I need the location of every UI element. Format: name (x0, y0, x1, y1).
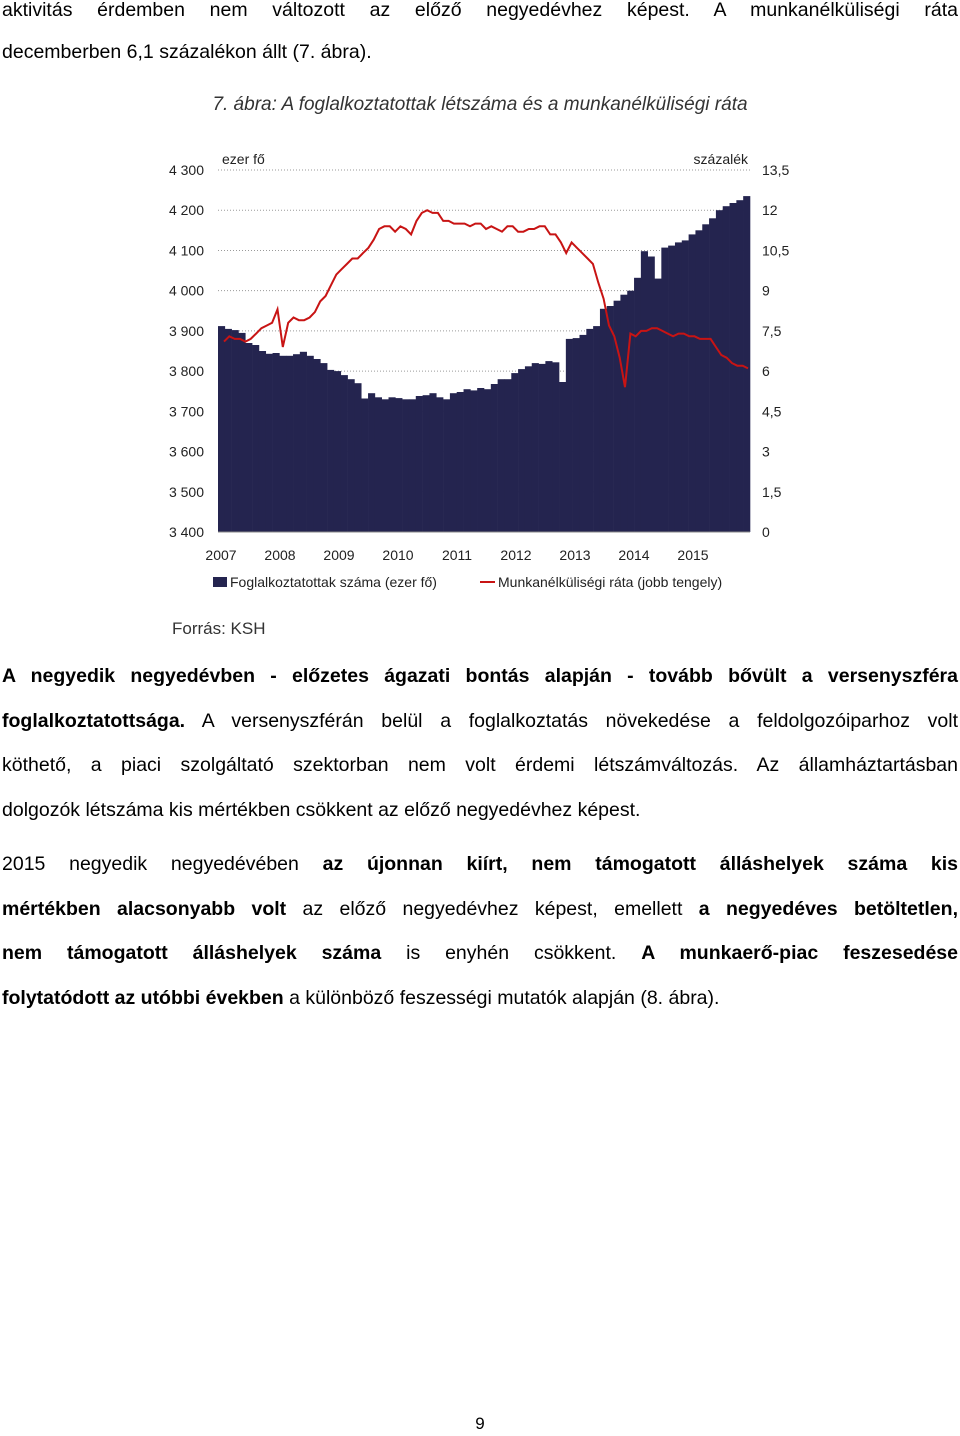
employment-bar (498, 379, 505, 532)
employment-bar (504, 379, 511, 532)
employment-bar (320, 363, 327, 532)
employment-bar (423, 395, 430, 532)
left-axis-tick-label: 3 700 (168, 403, 204, 420)
employment-bar (607, 306, 614, 532)
right-axis-tick-label: 6 (762, 363, 770, 380)
employment-bar (238, 333, 245, 532)
employment-bar (730, 203, 737, 532)
legend-bars-swatch (213, 577, 227, 587)
employment-bar (259, 351, 266, 532)
page-number: 9 (475, 1414, 485, 1433)
employment-bar (436, 397, 443, 532)
employment-bar (695, 230, 702, 532)
employment-bar (375, 397, 382, 532)
employment-bar (279, 356, 286, 532)
employment-bar (511, 373, 518, 532)
x-axis-tick-label: 2012 (500, 547, 532, 563)
p2-l4-bold: folytatódott az utóbbi években (2, 986, 284, 1009)
employment-bar (334, 371, 341, 532)
employment-bar (470, 390, 477, 532)
employment-bar (464, 389, 471, 532)
employment-bar (273, 353, 280, 532)
p2-l3-bold-2: A munkaerő-piac feszesedése (641, 942, 958, 964)
right-axis-unit: százalék (693, 151, 748, 167)
left-axis-tick-label: 3 900 (168, 322, 204, 339)
employment-bar (361, 399, 368, 533)
figure-caption: 7. ábra: A foglalkoztatottak létszáma és a munkanélküliségi ráta (212, 94, 748, 115)
employment-bar (491, 384, 498, 532)
p1-line-3: köthető, a piaci szolgáltató szektorban nem volt érdemi létszámváltozás. Az államháztartásban (2, 754, 958, 776)
p2-l2-text: az előző negyedévhez képest, emellett (286, 897, 699, 920)
p1-line-1 (2, 654, 958, 699)
employment-bar (382, 399, 389, 532)
employment-bar (348, 379, 355, 532)
employment-bar (723, 206, 730, 532)
right-axis-tick-label: 4,5 (762, 403, 782, 420)
employment-bar (620, 295, 627, 532)
p2-line-4 (2, 976, 958, 1021)
employment-bar (518, 369, 525, 532)
x-axis-tick-label: 2014 (618, 547, 650, 563)
employment-bar (648, 257, 655, 533)
employment-bar (341, 375, 348, 532)
employment-bar (627, 291, 634, 532)
employment-bar (218, 326, 225, 532)
chart-legend (213, 574, 722, 590)
p2-l4-text: a különböző feszességi mutatók alapján (8. ábra). (283, 986, 720, 1009)
right-axis-tick-label: 7,5 (762, 322, 782, 339)
employment-bar (409, 399, 416, 532)
left-axis-tick-label: 4 000 (168, 282, 204, 299)
employment-bar (716, 210, 723, 532)
p1-bold-start: foglalkoztatottsága. (2, 709, 186, 732)
left-axis-unit: ezer fő (222, 151, 265, 167)
employment-bar (368, 393, 375, 532)
right-axis-tick-label: 3 (762, 443, 770, 460)
employment-bar (307, 356, 314, 532)
p2-line-2 (2, 887, 958, 932)
employment-bar (232, 330, 239, 532)
p1-line-2-text: A versenyszférán belül a foglalkoztatás növekedése a feldolgozóiparhoz volt (185, 709, 958, 732)
employment-bar (477, 388, 484, 532)
employment-bar (743, 196, 750, 532)
p2-l2-bold: mértékben alacsonyabb volt (2, 897, 287, 920)
employment-bar (429, 393, 436, 532)
x-axis-tick-label: 2011 (441, 547, 473, 563)
left-axis-tick-label: 3 800 (168, 363, 204, 380)
p2-line-3 (2, 931, 958, 976)
left-axis-tick-label: 4 300 (168, 162, 204, 178)
employment-bar (559, 382, 566, 532)
x-axis-tick-label: 2007 (205, 547, 237, 563)
x-axis-tick-label: 2008 (264, 547, 296, 563)
left-axis-tick-label: 3 500 (168, 483, 204, 500)
paragraph-sector-employment (2, 654, 958, 832)
p2-l2-bold-2: a negyedéves betöltetlen, (698, 897, 958, 920)
employment-bar (545, 361, 552, 532)
legend-bars-label: Foglalkoztatottak száma (ezer fő) (230, 574, 437, 590)
employment-bar (539, 364, 546, 532)
x-axis-tick-label: 2013 (559, 547, 591, 563)
employment-bar (634, 278, 641, 532)
employment-bar (252, 345, 259, 532)
p1-bold-heading: A negyedik negyedévben - előzetes ágazati bontás alapján - tovább bővült a versenyszféra (2, 665, 958, 687)
employment-bar (416, 396, 423, 532)
paragraph-vacancies (2, 842, 958, 1020)
right-axis-tick-label: 9 (762, 282, 770, 299)
employment-bar (327, 370, 334, 532)
employment-unemployment-chart (150, 140, 810, 602)
p1-line-2 (2, 699, 958, 744)
p2-l3-text: is enyhén csökkent. (381, 942, 642, 964)
right-axis-tick-label: 1,5 (762, 483, 782, 500)
employment-bar (266, 354, 273, 532)
employment-bar (450, 393, 457, 532)
employment-bar (313, 359, 320, 532)
employment-bar (661, 248, 668, 532)
right-axis-tick-label: 12 (762, 202, 778, 219)
p2-l1-bold: az újonnan kiírt, nem támogatott álláshelyek száma kis (322, 853, 959, 875)
employment-bar (402, 399, 409, 532)
employment-bar (300, 352, 307, 532)
employment-bar (395, 398, 402, 532)
employment-bar (552, 362, 559, 532)
intro-line-2: decemberben 6,1 százalékon állt (7. ábra). (2, 41, 372, 63)
employment-bar (655, 279, 662, 532)
left-axis-tick-label: 4 100 (168, 242, 204, 259)
x-axis-tick-label: 2015 (677, 547, 709, 563)
employment-bar (668, 246, 675, 532)
employment-bar (457, 392, 464, 532)
employment-bar (689, 234, 696, 532)
employment-bar (709, 218, 716, 532)
employment-bar (225, 329, 232, 532)
figure-source: Forrás: KSH (172, 619, 266, 638)
employment-bar (286, 356, 293, 532)
employment-bar (682, 240, 689, 532)
employment-bar (293, 354, 300, 532)
employment-bar (641, 251, 648, 532)
p2-l3-bold: nem támogatott álláshelyek száma (2, 942, 382, 964)
left-axis-tick-label: 4 200 (168, 202, 204, 219)
intro-paragraph (2, 0, 958, 73)
legend-line-label: Munkanélküliségi ráta (jobb tengely) (498, 574, 723, 590)
employment-bar (573, 338, 580, 532)
p1-line-4: dolgozók létszáma kis mértékben csökkent az előző negyedévhez képest. (2, 798, 641, 821)
employment-bar (389, 397, 396, 532)
employment-bar (600, 309, 607, 532)
chart-bars (218, 196, 750, 532)
right-axis-tick-label: 13,5 (762, 162, 790, 178)
x-axis-tick-label: 2010 (382, 547, 414, 563)
employment-bar (354, 383, 361, 532)
employment-bar (443, 399, 450, 532)
x-axis-tick-label: 2009 (323, 547, 355, 563)
employment-bar (593, 326, 600, 532)
employment-bar (525, 366, 532, 532)
employment-bar (702, 224, 709, 532)
employment-bar (566, 339, 573, 532)
employment-bar (579, 335, 586, 532)
p2-line-1 (2, 842, 958, 887)
right-axis-tick-label: 0 (762, 524, 770, 540)
employment-bar (484, 389, 491, 532)
employment-bar (675, 242, 682, 532)
employment-bar (245, 343, 252, 532)
left-axis-tick-label: 3 400 (168, 524, 204, 540)
right-axis-tick-label: 10,5 (762, 242, 790, 259)
intro-line-1: aktivitás érdemben nem változott az előző negyedévhez képest. A munkanélküliségi ráta (2, 0, 958, 21)
employment-bar (532, 363, 539, 532)
employment-bar (586, 329, 593, 532)
p2-l1-text: 2015 negyedik negyedévében (2, 853, 323, 875)
left-axis-tick-label: 3 600 (168, 443, 204, 460)
